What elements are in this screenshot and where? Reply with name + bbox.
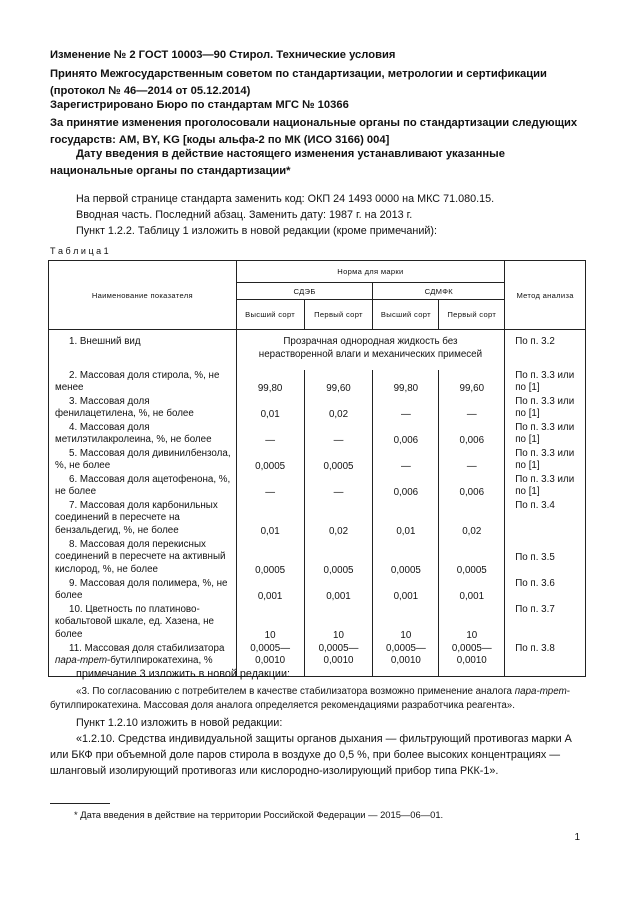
table-row xyxy=(49,396,586,422)
row-value: 0,0005 xyxy=(439,539,505,578)
header-indicator: Наименование показателя xyxy=(49,261,237,330)
header-sort: Первый сорт xyxy=(439,300,505,330)
item-text: «1.2.10. Средства индивидуальной защиты органов дыхания — фильтрующий противогаз марки А или БКФ при объемной доле паров стирола в воздухе до 0,5 %, при более высоких концентрациях — шланговый изолирующий противогаз или кислородно-изолирующий прибор типа РКК-1». xyxy=(50,733,572,777)
table-row xyxy=(49,578,586,604)
row-method: По п. 3.2 xyxy=(505,330,586,370)
row-name-part: 11. Массовая доля стабилизатора xyxy=(69,642,225,654)
row-value: — xyxy=(373,448,439,474)
header-sort: Высший сорт xyxy=(373,300,439,330)
row-value: 99,60 xyxy=(304,370,373,396)
header-method: Метод анализа xyxy=(505,261,586,330)
note-text-part: «3. По согласованию с потребителем в качестве стабилизатора возможно применение аналога xyxy=(76,686,515,697)
row-name: 1. Внешний вид xyxy=(49,330,237,370)
note-text-part: -бутилпирокатехина. Массовая доля аналога определяется рекомендациями разработчика реагента». xyxy=(50,686,570,711)
effective-date-statement: Дату введения в действие настоящего изменения устанавливают указанные национальные органы по стандартизации* xyxy=(50,148,505,177)
table-row xyxy=(49,422,586,448)
row-value: 0,006 xyxy=(439,422,505,448)
row-name-italic: пара-трет xyxy=(55,655,107,667)
row-value: 0,0005 xyxy=(236,448,304,474)
row-name-part: -бутилпирокатехина, % xyxy=(107,655,213,667)
row-value: — xyxy=(236,474,304,500)
row-value: 10 xyxy=(373,604,439,643)
row-value: 0,006 xyxy=(439,474,505,500)
row-name: 7. Массовая доля карбонильных соединений в пересчете на бензальдегид, %, не более xyxy=(49,500,237,539)
row-value: 0,001 xyxy=(236,578,304,604)
row-value: 0,02 xyxy=(439,500,505,539)
row-method: По п. 3.6 xyxy=(505,578,586,604)
row-value: 99,80 xyxy=(373,370,439,396)
spec-table xyxy=(48,260,586,677)
row-value: 0,02 xyxy=(304,500,373,539)
header-grade-sdmfk: СДМФК xyxy=(373,283,505,300)
header-grade-sdeb: СДЭБ xyxy=(236,283,373,300)
row-value: — xyxy=(304,474,373,500)
row-value: 0,01 xyxy=(373,500,439,539)
footnote: * Дата введения в действие на территории Российской Федерации — 2015—06—01. xyxy=(74,809,444,820)
row-method: По п. 3.4 xyxy=(505,500,586,539)
header-sort: Первый сорт xyxy=(304,300,373,330)
row-value: — xyxy=(439,396,505,422)
row-value: 0,0005—0,0010 xyxy=(304,643,373,677)
row-name: 8. Массовая доля перекисных соединений в пересчете на активный кислород, %, не более xyxy=(49,539,237,578)
row-value: 0,0005 xyxy=(304,448,373,474)
accepted-statement: Принято Межгосударственным советом по стандартизации, метрологии и сертификации (протокол № 46—2014 от 05.12.2014) xyxy=(50,68,547,97)
row-method: По п. 3.7 xyxy=(505,604,586,643)
row-name: 10. Цветность по платиново-кобальтовой шкале, ед. Хазена, не более xyxy=(49,604,237,643)
row-value: 0,006 xyxy=(373,474,439,500)
document-title: Изменение № 2 ГОСТ 10003—90 Стирол. Технические условия xyxy=(50,49,396,61)
row-value: 0,01 xyxy=(236,396,304,422)
row-method: По п. 3.3 или по [1] xyxy=(505,422,586,448)
row-name: 9. Массовая доля полимера, %, не более xyxy=(49,578,237,604)
row-value: — xyxy=(304,422,373,448)
row-value: 10 xyxy=(439,604,505,643)
row-value: 0,0005 xyxy=(304,539,373,578)
row-method: По п. 3.3 или по [1] xyxy=(505,474,586,500)
header-sort: Высший сорт xyxy=(236,300,304,330)
row-value: 10 xyxy=(236,604,304,643)
row-value: 0,0005 xyxy=(236,539,304,578)
row-value: 0,0005 xyxy=(373,539,439,578)
row-name: 3. Массовая доля фенилацетилена, %, не более xyxy=(49,396,237,422)
note-line: примечание 3 изложить в новой редакции: xyxy=(76,668,290,680)
table-row xyxy=(49,370,586,396)
table-caption: Т а б л и ц а 1 xyxy=(50,246,109,256)
row-value: 0,001 xyxy=(304,578,373,604)
row-name: 2. Массовая доля стирола, %, не менее xyxy=(49,370,237,396)
row-value: 0,0005—0,0010 xyxy=(373,643,439,677)
row-name: 4. Массовая доля метилэтилакролеина, %, не более xyxy=(49,422,237,448)
row-value: 0,0005—0,0010 xyxy=(439,643,505,677)
header-norm: Норма для марки xyxy=(236,261,505,283)
row-value: — xyxy=(373,396,439,422)
row-value: 0,006 xyxy=(373,422,439,448)
row-value: — xyxy=(236,422,304,448)
note-3-text xyxy=(50,685,590,713)
table-row xyxy=(49,448,586,474)
row-method: По п. 3.5 xyxy=(505,539,586,578)
row-value: 0,001 xyxy=(373,578,439,604)
body-line-1: На первой странице стандарта заменить код: ОКП 24 1493 0000 на МКС 71.080.15. xyxy=(76,193,495,205)
row-value: 0,0005—0,0010 xyxy=(236,643,304,677)
row-method: По п. 3.3 или по [1] xyxy=(505,370,586,396)
table-row xyxy=(49,500,586,539)
table-row xyxy=(49,539,586,578)
registered-statement: Зарегистрировано Бюро по стандартам МГС № 10366 xyxy=(50,99,349,111)
row-name: 5. Массовая доля дивинилбензола, %, не более xyxy=(49,448,237,474)
row-value: 99,60 xyxy=(439,370,505,396)
item-heading: Пункт 1.2.10 изложить в новой редакции: xyxy=(76,717,283,729)
row-merged-value: Прозрачная однородная жидкость без нерастворенной влаги и механических примесей xyxy=(236,330,505,370)
footnote-divider xyxy=(50,803,110,804)
row-value: — xyxy=(439,448,505,474)
row-method: По п. 3.8 xyxy=(505,643,586,677)
table-row xyxy=(49,604,586,643)
row-name: 6. Массовая доля ацетофенона, %, не более xyxy=(49,474,237,500)
body-line-3: Пункт 1.2.2. Таблицу 1 изложить в новой редакции (кроме примечаний): xyxy=(76,225,437,237)
page-number: 1 xyxy=(574,832,580,843)
row-value: 0,02 xyxy=(304,396,373,422)
row-value: 0,001 xyxy=(439,578,505,604)
voted-statement: За принятие изменения проголосовали национальные органы по стандартизации следующих государств: AM, BY, KG [коды альфа-2 по МК (ИСО 3166) 004] xyxy=(50,117,578,146)
table-row xyxy=(49,474,586,500)
body-line-2: Вводная часть. Последний абзац. Заменить дату: 1987 г. на 2013 г. xyxy=(76,209,413,221)
row-value: 0,01 xyxy=(236,500,304,539)
note-text-italic: пара-трет xyxy=(514,686,567,697)
row-value: 99,80 xyxy=(236,370,304,396)
table-row xyxy=(49,330,586,370)
row-value: 10 xyxy=(304,604,373,643)
row-method: По п. 3.3 или по [1] xyxy=(505,396,586,422)
row-method: По п. 3.3 или по [1] xyxy=(505,448,586,474)
